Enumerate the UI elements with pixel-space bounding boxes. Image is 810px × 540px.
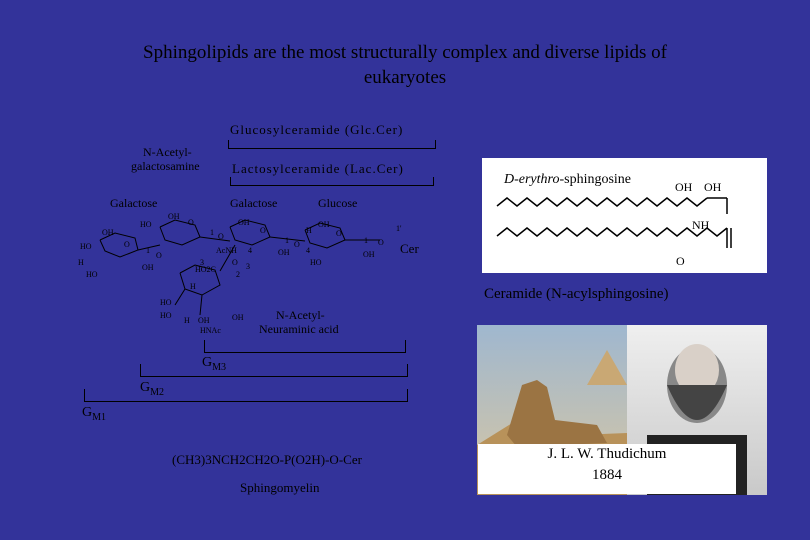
svg-text:OH: OH	[318, 220, 330, 229]
svg-text:HO2C: HO2C	[195, 265, 216, 274]
svg-text:4: 4	[306, 246, 310, 255]
glccer-bracket	[228, 140, 436, 149]
cer-label: Cer	[400, 241, 419, 256]
svg-text:H: H	[184, 316, 190, 325]
svg-text:OH: OH	[363, 250, 375, 259]
svg-text:O: O	[156, 251, 162, 260]
svg-text:OH: OH	[168, 212, 180, 221]
sphingosine-chain	[497, 198, 707, 206]
svg-text:HO: HO	[160, 311, 172, 320]
svg-text:O: O	[378, 238, 384, 247]
svg-text:HO: HO	[86, 270, 98, 279]
svg-text:2: 2	[236, 270, 240, 279]
svg-text:1': 1'	[396, 224, 402, 233]
svg-text:O: O	[218, 232, 224, 241]
svg-text:H: H	[78, 258, 84, 267]
nh-label: NH	[692, 218, 710, 232]
svg-text:1: 1	[146, 246, 150, 255]
svg-text:HO: HO	[310, 258, 322, 267]
svg-text:HO: HO	[80, 242, 92, 251]
nana-label-1: N-Acetyl-	[276, 308, 325, 322]
galnac-label-2: galactosamine	[131, 159, 200, 173]
svg-text:HO: HO	[140, 220, 152, 229]
gm3-label: $G_{M3}$	[202, 355, 227, 373]
svg-text:O: O	[188, 218, 194, 227]
svg-text:4: 4	[248, 246, 252, 255]
galactose-label-2: Galactose	[230, 196, 278, 210]
caption-year: 1884	[592, 467, 622, 483]
carbonyl-o-label: O	[676, 254, 685, 268]
oh-label-1: OH	[675, 180, 693, 194]
galactose-ring-1	[160, 220, 200, 245]
title-line-1: Sphingolipids are the most structurally complex and diverse lipids of	[143, 42, 667, 63]
svg-text:O: O	[336, 229, 342, 238]
ceramide-structure	[492, 186, 762, 271]
nana-label-2: Neuraminic acid	[259, 322, 339, 336]
svg-text:1: 1	[364, 236, 368, 245]
title-line-2: eukaryotes	[363, 67, 447, 88]
oh-label-2: OH	[704, 180, 722, 194]
svg-text:O: O	[124, 240, 130, 249]
caption-name: J. L. W. Thudichum	[547, 446, 667, 462]
svg-text:HO: HO	[160, 298, 172, 307]
laccer-bracket	[230, 177, 434, 186]
galactose-label-1: Galactose	[110, 196, 158, 210]
slide-title	[0, 40, 810, 90]
svg-text:3: 3	[200, 258, 204, 267]
sphingosine-panel	[482, 158, 767, 273]
svg-text:H: H	[306, 226, 312, 235]
svg-text:AcNH: AcNH	[216, 246, 237, 255]
svg-text:O: O	[232, 258, 238, 267]
svg-text:H: H	[190, 282, 196, 291]
svg-text:OH: OH	[232, 313, 244, 322]
svg-text:OH: OH	[102, 228, 114, 237]
galnac-label-1: N-Acetyl-	[143, 145, 192, 159]
svg-text:1: 1	[285, 236, 289, 245]
thudichum-caption	[478, 444, 736, 494]
gm1-label: $G_{M1}$	[82, 405, 107, 423]
svg-text:HNAc: HNAc	[200, 326, 221, 335]
ceramide-caption: Ceramide (N-acylsphingosine)	[484, 286, 669, 302]
glucose-label: Glucose	[318, 196, 358, 210]
svg-text:1: 1	[210, 228, 214, 237]
svg-text:OH: OH	[278, 248, 290, 257]
svg-text:OH: OH	[198, 316, 210, 325]
gm2-bracket	[140, 364, 408, 377]
svg-text:OH: OH	[142, 263, 154, 272]
gm3-bracket	[204, 340, 406, 353]
svg-text:OH: OH	[238, 218, 250, 227]
gm1-bracket	[84, 389, 408, 402]
glccer-label: Glucosylceramide (Glc.Cer)	[230, 122, 404, 137]
sphingomyelin-formula: (CH3)3NCH2CH2O-P(O2H)-O-Cer	[172, 452, 362, 467]
svg-text:O: O	[294, 240, 300, 249]
laccer-label: Lactosylceramide (Lac.Cer)	[232, 161, 404, 176]
svg-text:O: O	[260, 226, 266, 235]
ganglioside-structure	[60, 205, 440, 335]
gm2-label: $G_{M2}$	[140, 380, 165, 398]
svg-text:3: 3	[246, 262, 250, 271]
sphingomyelin-label: Sphingomyelin	[240, 480, 320, 495]
sphingosine-name: D-erythro-sphingosine	[504, 172, 632, 187]
